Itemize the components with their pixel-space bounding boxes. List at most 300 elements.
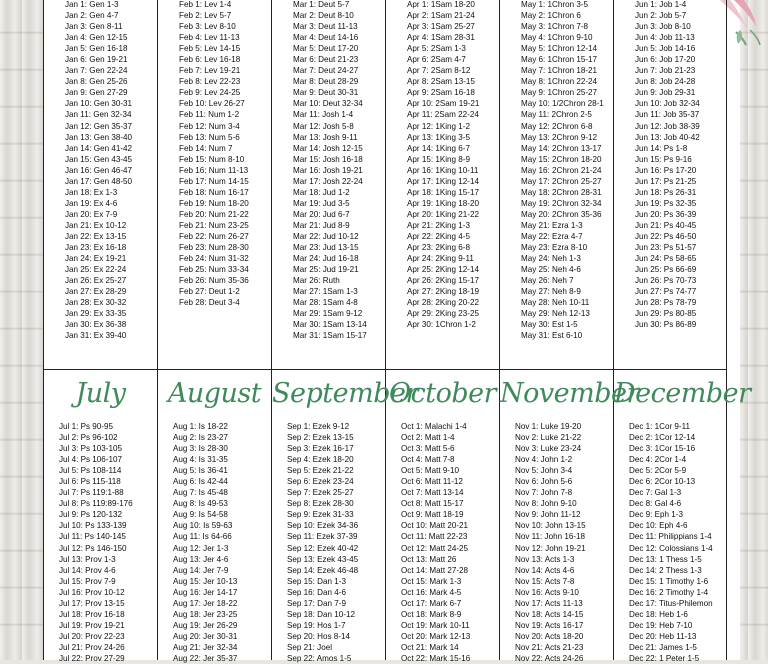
- reading-entry: Nov 15: Acts 7-8: [515, 576, 575, 586]
- reading-entry: Jun 11: Job 35-37: [635, 110, 700, 120]
- reading-entry: Jan 19: Ex 4-6: [65, 198, 118, 208]
- reading-entry: Sep 22: Amos 1-5: [287, 653, 352, 663]
- reading-entry: Apr 15: 1King 8-9: [407, 154, 470, 164]
- reading-entry: Nov 5: John 3-4: [515, 466, 573, 476]
- reading-entry: Aug 9: Is 54-58: [173, 510, 228, 520]
- reading-entry: Mar 26: Ruth: [293, 276, 340, 286]
- reading-entry: Jul 7: Ps 119:1-88: [59, 488, 124, 498]
- reading-entry: Feb 3: Lev 8-10: [179, 22, 236, 32]
- second-half-row: [44, 370, 751, 663]
- first-half-row: [44, 0, 726, 370]
- reading-entry: Dec 10: Eph 4-6: [629, 521, 688, 531]
- reading-entry: Jun 23: Ps 51-57: [635, 243, 697, 253]
- reading-entry: Oct 15: Mark 1-3: [401, 576, 462, 586]
- reading-entry: Apr 28: 2King 20-22: [407, 298, 479, 308]
- reading-entry: Jan 16: Gen 46-47: [65, 165, 133, 175]
- reading-entry: Oct 2: Matt 1-4: [401, 433, 455, 443]
- reading-entry: Mar 17: Josh 22-24: [293, 176, 363, 186]
- reading-entry: Nov 19: Acts 16-17: [515, 620, 584, 630]
- reading-entry: Mar 27: 1Sam 1-3: [293, 287, 358, 297]
- reading-entry: May 12: 2Chron 6-8: [521, 121, 593, 131]
- reading-entry: Aug 8: Is 49-53: [173, 499, 228, 509]
- reading-entry: Feb 17: Num 14-15: [179, 176, 249, 186]
- reading-entry: Feb 12: Num 3-4: [179, 121, 240, 131]
- reading-entry: Nov 21: Acts 21-23: [515, 642, 584, 652]
- reading-entry: Apr 10: 2Sam 19-21: [407, 99, 480, 109]
- reading-entry: Mar 20: Jud 6-7: [293, 209, 350, 219]
- reading-entry: Jul 22: Prov 27-29: [59, 653, 125, 663]
- reading-entry: Dec 16: 2 Timothy 1-4: [629, 587, 709, 597]
- reading-entry: Oct 13: Matt 26: [401, 554, 457, 564]
- reading-entry: Mar 22: Jud 10-12: [293, 231, 359, 241]
- month-column-january: [44, 0, 158, 369]
- reading-entry: Apr 1: 1Sam 18-20: [407, 0, 475, 9]
- reading-list-november: [515, 421, 586, 664]
- reading-entry: May 9: 1Chron 25-27: [521, 88, 598, 98]
- reading-entry: Sep 11: Ezek 37-39: [287, 532, 358, 542]
- reading-entry: Jan 14: Gen 41-42: [65, 143, 133, 153]
- reading-entry: Sep 10: Ezek 34-36: [287, 521, 359, 531]
- reading-entry: Dec 15: 1 Timothy 1-6: [629, 576, 709, 586]
- reading-list-april: [407, 0, 479, 330]
- reading-entry: Sep 14: Ezek 46-48: [287, 565, 359, 575]
- reading-entry: Oct 11: Matt 22-23: [401, 532, 468, 542]
- reading-entry: Jan 28: Ex 30-32: [65, 298, 127, 308]
- reading-entry: Sep 7: Ezek 25-27: [287, 488, 354, 498]
- reading-entry: Mar 1: Deut 5-7: [293, 0, 350, 9]
- reading-entry: Mar 14: Josh 12-15: [293, 143, 363, 153]
- reading-entry: Sep 21: Joel: [287, 642, 332, 652]
- reading-entry: Sep 9: Ezek 31-33: [287, 510, 354, 520]
- month-column-april: [386, 0, 500, 369]
- reading-entry: Jan 5: Gen 16-18: [65, 44, 128, 54]
- reading-entry: Apr 3: 1Sam 25-27: [407, 22, 475, 32]
- reading-entry: Feb 25: Num 33-34: [179, 265, 249, 275]
- reading-entry: Jun 10: Job 32-34: [635, 99, 700, 109]
- reading-entry: Jul 16: Prov 10-12: [59, 587, 125, 597]
- month-column-november: [500, 370, 639, 663]
- reading-entry: Jun 24: Ps 58-65: [635, 254, 697, 264]
- reading-entry: Jul 13: Prov 1-3: [59, 554, 116, 564]
- reading-entry: Jul 4: Ps 106-107: [59, 455, 122, 465]
- reading-list-december: [629, 421, 713, 664]
- reading-entry: Sep 12: Ezek 40-42: [287, 543, 359, 553]
- reading-entry: Sep 18: Dan 10-12: [287, 609, 355, 619]
- month-title-december: December: [614, 378, 751, 409]
- reading-entry: Oct 18: Mark 8-9: [401, 609, 462, 619]
- reading-entry: May 29: Neh 12-13: [521, 309, 590, 319]
- reading-list-august: [173, 421, 237, 664]
- reading-list-february: [179, 0, 249, 308]
- reading-entry: Dec 19: Heb 7-10: [629, 620, 693, 630]
- reading-entry: Dec 21: James 1-5: [629, 642, 697, 652]
- month-column-august: [158, 370, 272, 663]
- reading-entry: Jan 10: Gen 30-31: [65, 99, 133, 109]
- reading-entry: Apr 4: 1Sam 28-31: [407, 33, 475, 43]
- reading-entry: Apr 7: 2Sam 8-12: [407, 66, 471, 76]
- reading-entry: Mar 29: 1Sam 9-12: [293, 309, 363, 319]
- reading-entry: Mar 25: Jud 19-21: [293, 265, 359, 275]
- reading-entry: Jun 4: Job 11-13: [635, 33, 695, 43]
- reading-entry: Dec 9: Eph 1-3: [629, 510, 683, 520]
- reading-entry: Jun 20: Ps 36-39: [635, 209, 697, 219]
- reading-entry: Feb 23: Num 28-30: [179, 243, 249, 253]
- reading-entry: May 3: 1Chron 7-8: [521, 22, 589, 32]
- reading-entry: Jan 13: Gen 38-40: [65, 132, 133, 142]
- reading-entry: Mar 2: Deut 8-10: [293, 11, 354, 21]
- reading-entry: Feb 10: Lev 26-27: [179, 99, 245, 109]
- reading-entry: Nov 22: Acts 24-26: [515, 653, 584, 663]
- reading-entry: Mar 16: Josh 19-21: [293, 165, 363, 175]
- reading-entry: Jun 6: Job 17-20: [635, 55, 696, 65]
- reading-entry: Sep 1: Ezek 9-12: [287, 422, 350, 431]
- reading-entry: Oct 10: Matt 20-21: [401, 521, 469, 531]
- reading-entry: Jul 18: Prov 16-18: [59, 609, 125, 619]
- reading-entry: Nov 4: John 1-2: [515, 455, 573, 465]
- reading-entry: Sep 4: Ezek 18-20: [287, 455, 354, 465]
- reading-entry: Mar 5: Deut 17-20: [293, 44, 359, 54]
- reading-entry: Aug 15: Jer 10-13: [173, 576, 238, 586]
- reading-entry: Apr 16: 1King 10-11: [407, 165, 479, 175]
- reading-entry: Dec 14: 2 Thess 1-3: [629, 565, 702, 575]
- reading-entry: Nov 2: Luke 21-22: [515, 433, 582, 443]
- reading-entry: Jul 15: Prov 7-9: [59, 576, 116, 586]
- reading-entry: Apr 29: 2King 23-25: [407, 309, 479, 319]
- month-column-march: [272, 0, 386, 369]
- reading-entry: Jun 29: Ps 80-85: [635, 309, 697, 319]
- reading-entry: Aug 14: Jer 7-9: [173, 565, 229, 575]
- calendar-grid: [43, 0, 751, 663]
- reading-entry: Nov 17: Acts 11-13: [515, 598, 583, 608]
- month-column-february: [158, 0, 272, 369]
- month-title-september: September: [272, 378, 418, 409]
- reading-entry: Apr 13: 1King 3-5: [407, 132, 470, 142]
- reading-entry: Jul 11: Ps 140-145: [59, 532, 126, 542]
- reading-entry: May 15: 2Chron 18-20: [521, 154, 602, 164]
- reading-entry: Mar 21: Jud 8-9: [293, 220, 350, 230]
- reading-entry: Mar 31: 1Sam 15-17: [293, 331, 367, 341]
- reading-entry: May 2: 1Chron 6: [521, 11, 581, 21]
- reading-entry: Sep 2: Ezek 13-15: [287, 433, 354, 443]
- reading-entry: Nov 6: John 5-6: [515, 477, 573, 487]
- reading-entry: Apr 25: 2King 12-14: [407, 265, 479, 275]
- reading-entry: Jun 14: Ps 1-8: [635, 143, 688, 153]
- reading-entry: Nov 18: Acts 14-15: [515, 609, 584, 619]
- reading-entry: Oct 6: Matt 11-12: [401, 477, 463, 487]
- reading-entry: Jun 1: Job 1-4: [635, 0, 687, 9]
- reading-entry: Apr 9: 2Sam 16-18: [407, 88, 475, 98]
- reading-entry: Apr 5: 2Sam 1-3: [407, 44, 466, 54]
- month-column-december: [614, 370, 751, 663]
- reading-entry: Feb 13: Num 5-6: [179, 132, 240, 142]
- reading-entry: Apr 11: 2Sam 22-24: [407, 110, 479, 120]
- reading-entry: May 27: Neh 8-9: [521, 287, 581, 297]
- reading-entry: Jul 17: Prov 13-15: [59, 598, 125, 608]
- reading-entry: Jun 12: Job 38-39: [635, 121, 700, 131]
- reading-entry: Feb 4: Lev 11-13: [179, 33, 240, 43]
- reading-list-july: [59, 421, 133, 664]
- reading-entry: Feb 11: Num 1-2: [179, 110, 240, 120]
- reading-entry: Aug 1: Is 18-22: [173, 422, 228, 431]
- reading-entry: Jan 23: Ex 16-18: [65, 243, 127, 253]
- reading-entry: Mar 15: Josh 16-18: [293, 154, 363, 164]
- reading-entry: Jan 18: Ex 1-3: [65, 187, 118, 197]
- month-column-july: [44, 370, 158, 663]
- reading-entry: Dec 8: Gal 4-6: [629, 499, 682, 509]
- reading-entry: Sep 20: Hos 8-14: [287, 631, 350, 641]
- reading-entry: Aug 22: Jer 35-37: [173, 653, 238, 663]
- reading-entry: Aug 4: Is 31-35: [173, 455, 228, 465]
- reading-entry: Apr 2: 1Sam 21-24: [407, 11, 475, 21]
- reading-entry: Jun 21: Ps 40-45: [635, 220, 697, 230]
- reading-entry: May 5: 1Chron 12-14: [521, 44, 598, 54]
- reading-entry: Sep 19: Hos 1-7: [287, 620, 346, 630]
- reading-entry: Dec 13: 1 Thess 1-5: [629, 554, 702, 564]
- reading-entry: Nov 8: John 9-10: [515, 499, 577, 509]
- reading-entry: Jan 6: Gen 19-21: [65, 55, 128, 65]
- reading-entry: Oct 19: Mark 10-11: [401, 620, 470, 630]
- reading-entry: Jan 9: Gen 27-29: [65, 88, 128, 98]
- reading-entry: Jan 7: Gen 22-24: [65, 66, 128, 76]
- reading-entry: May 4: 1Chron 9-10: [521, 33, 593, 43]
- reading-entry: Oct 16: Mark 4-5: [401, 587, 462, 597]
- reading-entry: May 22: Ezra 4-7: [521, 231, 583, 241]
- reading-entry: Jun 18: Ps 26-31: [635, 187, 697, 197]
- reading-entry: Aug 2: Is 23-27: [173, 433, 228, 443]
- reading-entry: Oct 7: Matt 13-14: [401, 488, 464, 498]
- reading-entry: Jun 8: Job 24-28: [635, 77, 696, 87]
- reading-entry: Feb 22: Num 26-27: [179, 231, 249, 241]
- reading-entry: Jul 8: Ps 119:89-176: [59, 499, 133, 509]
- reading-entry: Dec 22: 1 Peter 1-5: [629, 653, 700, 663]
- reading-entry: May 23: Ezra 8-10: [521, 243, 588, 253]
- reading-entry: May 10: 1/2Chron 28-1: [521, 99, 604, 109]
- reading-entry: May 11: 2Chron 2-5: [521, 110, 592, 120]
- reading-entry: Jan 17: Gen 48-50: [65, 176, 133, 186]
- reading-entry: Oct 9: Matt 18-19: [401, 510, 464, 520]
- reading-entry: Sep 3: Ezek 16-17: [287, 444, 354, 454]
- reading-entry: Aug 17: Jer 18-22: [173, 598, 238, 608]
- reading-entry: Jan 26: Ex 25-27: [65, 276, 127, 286]
- reading-entry: Oct 14: Matt 27-28: [401, 565, 469, 575]
- reading-entry: Aug 6: Is 42-44: [173, 477, 228, 487]
- reading-entry: May 30: Est 1-5: [521, 320, 578, 330]
- reading-entry: May 13: 2Chron 9-12: [521, 132, 598, 142]
- reading-entry: Jun 7: Job 21-23: [635, 66, 696, 76]
- reading-entry: Jun 27: Ps 74-77: [635, 287, 697, 297]
- reading-entry: Dec 11: Philippians 1-4: [629, 532, 712, 542]
- reading-entry: Nov 20: Acts 18-20: [515, 631, 584, 641]
- reading-entry: Apr 30: 1Chron 1-2: [407, 320, 476, 330]
- month-column-may: [500, 0, 614, 369]
- reading-entry: Nov 9: John 11-12: [515, 510, 581, 520]
- month-title-august: August: [167, 378, 262, 409]
- reading-entry: Nov 12: John 19-21: [515, 543, 586, 553]
- reading-entry: Jul 2: Ps 96-102: [59, 433, 118, 443]
- reading-entry: Nov 1: Luke 19-20: [515, 422, 582, 431]
- reading-entry: Aug 19: Jer 26-29: [173, 620, 238, 630]
- reading-entry: Apr 24: 2King 9-11: [407, 254, 474, 264]
- reading-entry: Oct 12: Matt 24-25: [401, 543, 469, 553]
- reading-entry: Aug 16: Jer 14-17: [173, 587, 238, 597]
- reading-list-january: [65, 0, 132, 341]
- reading-entry: Mar 28: 1Sam 4-8: [293, 298, 358, 308]
- reading-entry: Nov 11: John 16-18: [515, 532, 586, 542]
- reading-entry: Dec 12: Colossians 1-4: [629, 543, 713, 553]
- reading-entry: Oct 1: Malachi 1-4: [401, 422, 467, 431]
- reading-entry: Jul 9: Ps 120-132: [59, 510, 122, 520]
- reading-entry: Aug 13: Jer 4-6: [173, 554, 229, 564]
- reading-entry: Jan 20: Ex 7-9: [65, 209, 118, 219]
- reading-entry: Jan 3: Gen 8-11: [65, 22, 123, 32]
- reading-entry: Mar 13: Josh 9-11: [293, 132, 358, 142]
- reading-entry: May 1: 1Chron 3-5: [521, 0, 589, 9]
- reading-entry: Mar 18: Jud 1-2: [293, 187, 350, 197]
- reading-entry: Dec 20: Heb 11-13: [629, 631, 697, 641]
- reading-entry: Nov 3: Luke 23-24: [515, 444, 582, 454]
- reading-entry: Jun 19: Ps 32-35: [635, 198, 697, 208]
- reading-entry: Nov 13: Acts 1-3: [515, 554, 575, 564]
- reading-entry: Jul 6: Ps 115-118: [59, 477, 121, 487]
- reading-entry: Oct 5: Matt 9-10: [401, 466, 460, 476]
- reading-entry: Dec 5: 2Cor 5-9: [629, 466, 687, 476]
- reading-entry: Mar 4: Deut 14-16: [293, 33, 359, 43]
- month-column-june: [614, 0, 725, 369]
- reading-entry: Oct 22: Mark 15-16: [401, 653, 471, 663]
- reading-entry: Apr 6: 2Sam 4-7: [407, 55, 466, 65]
- reading-entry: Jul 10: Ps 133-139: [59, 521, 127, 531]
- reading-entry: Jan 12: Gen 35-37: [65, 121, 133, 131]
- reading-entry: Jul 21: Prov 24-26: [59, 642, 125, 652]
- reading-entry: Jun 13: Job 40-42: [635, 132, 700, 142]
- reading-entry: May 14: 2Chron 13-17: [521, 143, 602, 153]
- reading-entry: Sep 8: Ezek 28-30: [287, 499, 354, 509]
- reading-entry: Jul 14: Prov 4-6: [59, 565, 116, 575]
- reading-entry: Sep 16: Dan 4-6: [287, 587, 346, 597]
- reading-entry: May 21: Ezra 1-3: [521, 220, 583, 230]
- month-title-october: October: [388, 378, 497, 409]
- reading-entry: Apr 23: 2King 6-8: [407, 243, 470, 253]
- reading-list-may: [521, 0, 604, 341]
- reading-entry: Jul 3: Ps 103-105: [59, 444, 122, 454]
- reading-entry: Feb 8: Lev 22-23: [179, 77, 241, 87]
- reading-entry: Jan 31: Ex 39-40: [65, 331, 127, 341]
- reading-entry: Feb 2: Lev 5-7: [179, 11, 232, 21]
- reading-entry: Dec 7: Gal 1-3: [629, 488, 682, 498]
- month-title-july: July: [75, 378, 126, 409]
- reading-list-october: [401, 421, 470, 664]
- reading-entry: May 8: 1Chron 22-24: [521, 77, 598, 87]
- reading-entry: Jan 11: Gen 32-34: [65, 110, 132, 120]
- reading-entry: Feb 7: Lev 19-21: [179, 66, 241, 76]
- reading-entry: Mar 6: Deut 21-23: [293, 55, 359, 65]
- reading-entry: Apr 8: 2Sam 13-15: [407, 77, 475, 87]
- reading-entry: Aug 3: Is 28-30: [173, 444, 228, 454]
- reading-entry: Jul 19: Prov 19-21: [59, 620, 125, 630]
- reading-entry: Jun 17: Ps 21-25: [635, 176, 697, 186]
- reading-entry: Aug 21: Jer 32-34: [173, 642, 238, 652]
- reading-entry: Mar 19: Jud 3-5: [293, 198, 350, 208]
- reading-entry: Apr 18: 1King 15-17: [407, 187, 479, 197]
- reading-entry: Feb 5: Lev 14-15: [179, 44, 241, 54]
- reading-entry: Jan 24: Ex 19-21: [65, 254, 127, 264]
- reading-entry: Jan 30: Ex 36-38: [65, 320, 127, 330]
- reading-entry: Feb 24: Num 31-32: [179, 254, 249, 264]
- reading-entry: Jul 5: Ps 108-114: [59, 466, 122, 476]
- reading-entry: Apr 12: 1King 1-2: [407, 121, 470, 131]
- reading-entry: Oct 17: Mark 6-7: [401, 598, 462, 608]
- reading-entry: Oct 21: Mark 14: [401, 642, 459, 652]
- reading-entry: Feb 28: Deut 3-4: [179, 298, 240, 308]
- reading-entry: May 28: Neh 10-11: [521, 298, 590, 308]
- reading-entry: Dec 3: 1Cor 15-16: [629, 444, 696, 454]
- reading-entry: Mar 23: Jud 13-15: [293, 243, 359, 253]
- reading-entry: Jun 15: Ps 9-16: [635, 154, 692, 164]
- reading-entry: Jul 12: Ps 146-150: [59, 543, 127, 553]
- reading-entry: Nov 7: John 7-8: [515, 488, 573, 498]
- month-column-october: [386, 370, 500, 663]
- reading-entry: Feb 14: Num 7: [179, 143, 233, 153]
- reading-entry: May 20: 2Chron 35-36: [521, 209, 602, 219]
- reading-entry: Jan 2: Gen 4-7: [65, 11, 119, 21]
- reading-entry: Apr 22: 2King 4-5: [407, 231, 470, 241]
- reading-entry: Dec 6: 2Cor 10-13: [629, 477, 696, 487]
- reading-entry: Oct 3: Matt 5-6: [401, 444, 455, 454]
- reading-entry: Nov 10: John 13-15: [515, 521, 586, 531]
- reading-entry: Dec 18: Heb 1-6: [629, 609, 688, 619]
- reading-entry: May 19: 2Chron 32-34: [521, 198, 602, 208]
- reading-entry: May 18: 2Chron 28-31: [521, 187, 602, 197]
- reading-entry: May 17: 2Chron 25-27: [521, 176, 602, 186]
- reading-entry: Jul 20: Prov 22-23: [59, 631, 125, 641]
- reading-list-september: [287, 421, 358, 664]
- reading-entry: Oct 8: Matt 15-17: [401, 499, 464, 509]
- reading-entry: Jun 9: Job 29-31: [635, 88, 696, 98]
- reading-entry: Jan 29: Ex 33-35: [65, 309, 127, 319]
- reading-entry: Jun 25: Ps 66-69: [635, 265, 697, 275]
- reading-entry: Aug 7: Is 45-48: [173, 488, 228, 498]
- reading-entry: Aug 5: Is 36-41: [173, 466, 228, 476]
- reading-entry: Jan 25: Ex 22-24: [65, 265, 127, 275]
- reading-entry: Jan 27: Ex 28-29: [65, 287, 127, 297]
- reading-entry: May 16: 2Chron 21-24: [521, 165, 602, 175]
- reading-entry: Jun 3: Job 8-10: [635, 22, 691, 32]
- reading-entry: Mar 11: Josh 1-4: [293, 110, 354, 120]
- reading-entry: Mar 10: Deut 32-34: [293, 99, 363, 109]
- reading-entry: Mar 9: Deut 30-31: [293, 88, 359, 98]
- reading-entry: Apr 17: 1King 12-14: [407, 176, 479, 186]
- reading-entry: Jan 1: Gen 1-3: [65, 0, 119, 9]
- reading-entry: May 7: 1Chron 18-21: [521, 66, 598, 76]
- reading-entry: Apr 27: 2King 18-19: [407, 287, 479, 297]
- reading-entry: Jun 30: Ps 86-89: [635, 320, 697, 330]
- reading-entry: Aug 20: Jer 30-31: [173, 631, 238, 641]
- reading-entry: Jan 8: Gen 25-26: [65, 77, 128, 87]
- reading-entry: Aug 12: Jer 1-3: [173, 543, 229, 553]
- reading-entry: Mar 12: Josh 5-8: [293, 121, 354, 131]
- reading-entry: Dec 1: 1Cor 9-11: [629, 422, 691, 431]
- reading-entry: Nov 14: Acts 4-6: [515, 565, 575, 575]
- reading-entry: May 6: 1Chron 15-17: [521, 55, 598, 65]
- reading-entry: Jun 5: Job 14-16: [635, 44, 696, 54]
- reading-entry: Sep 13: Ezek 43-45: [287, 554, 359, 564]
- reading-entry: Mar 3: Deut 11-13: [293, 22, 358, 32]
- reading-entry: Jun 2: Job 5-7: [635, 11, 687, 21]
- reading-entry: Jun 26: Ps 70-73: [635, 276, 697, 286]
- reading-entry: Jan 4: Gen 12-15: [65, 33, 128, 43]
- reading-entry: Feb 21: Num 23-25: [179, 220, 249, 230]
- reading-entry: Mar 30: 1Sam 13-14: [293, 320, 367, 330]
